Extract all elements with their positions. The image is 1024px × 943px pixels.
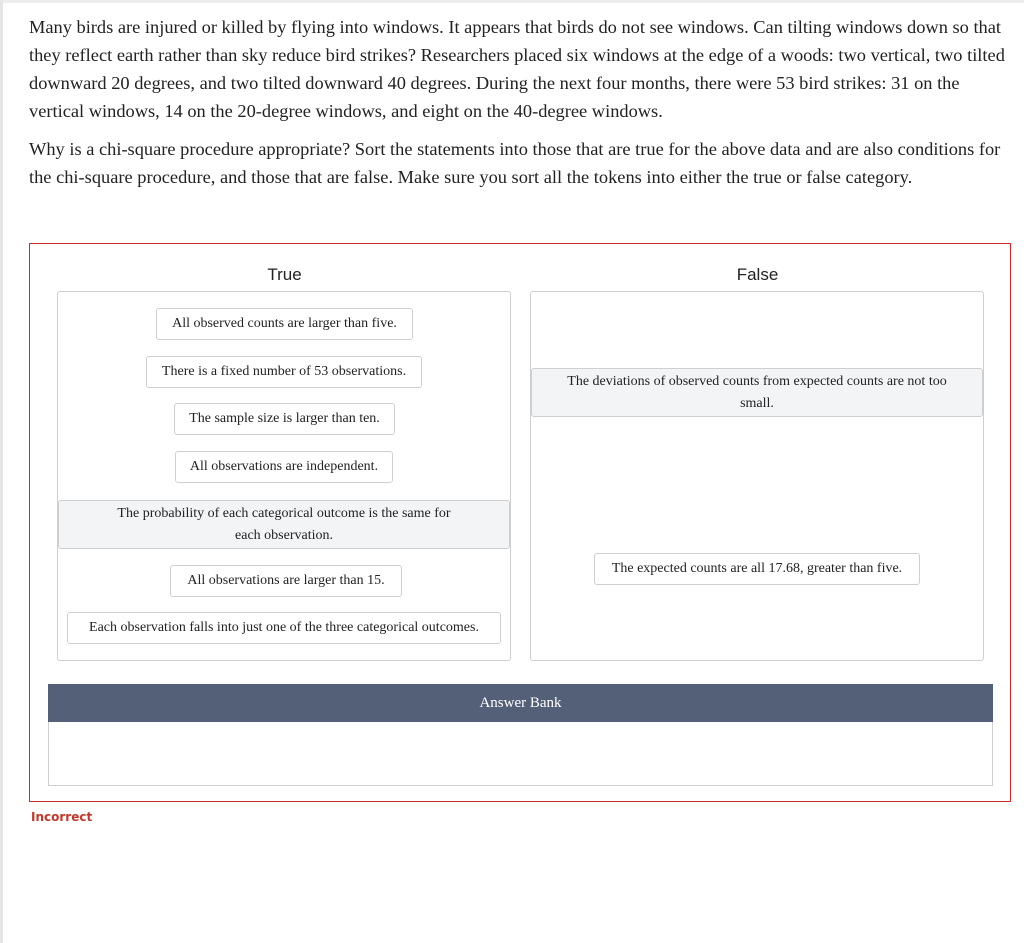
false-drop-zone[interactable]	[530, 291, 984, 661]
true-column-heading: True	[267, 265, 302, 284]
question-text: Many birds are injured or killed by flying into windows. It appears that birds do not see windows. Can tilting windows down so that they reflect earth rather than sky reduce bird strikes? Researchers placed six windows at the edge of a woods: two vertical, two tilted downward 20 degrees, and two tilted downward 40 degrees. During the next four months, there were 53 bird strikes: 31 on the vertical windows, 14 on the 20-degree windows, and eight on the 40-degree windows.	[29, 17, 1005, 121]
left-divider	[0, 0, 3, 943]
true-token[interactable]: The sample size is larger than ten.	[174, 403, 395, 435]
false-token[interactable]: The deviations of observed counts from expected counts are not too small.	[531, 368, 983, 417]
true-token[interactable]: All observations are independent.	[175, 451, 393, 483]
answer-bank-header: Answer Bank	[48, 684, 993, 722]
top-divider	[0, 0, 1024, 3]
true-token[interactable]: Each observation falls into just one of the three categorical outcomes.	[67, 612, 501, 644]
true-token[interactable]: All observed counts are larger than five.	[156, 308, 413, 340]
true-token[interactable]: The probability of each categorical outcome is the same for each observation.	[58, 500, 510, 549]
true-token[interactable]: All observations are larger than 15.	[170, 565, 402, 597]
false-column-heading: False	[736, 265, 779, 284]
true-token[interactable]: There is a fixed number of 53 observations.	[146, 356, 422, 388]
instructions-text: Why is a chi-square procedure appropriate? Sort the statements into those that are true for the above data and are also conditions for the chi-square procedure, and those that are false. Make sure you sort all the tokens into either the true or false category.	[29, 139, 1001, 187]
status-feedback: Incorrect	[31, 810, 93, 824]
answer-bank-area[interactable]	[48, 722, 993, 786]
false-token[interactable]: The expected counts are all 17.68, greater than five.	[594, 553, 920, 585]
